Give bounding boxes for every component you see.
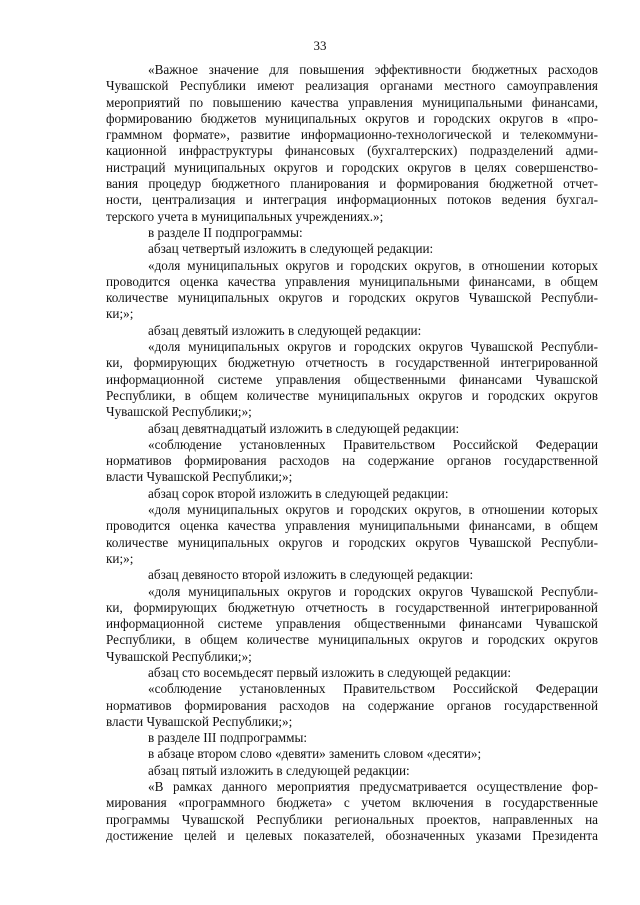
text-line: в абзаце втором слово «девяти» заменить словом «десяти»; <box>148 746 482 762</box>
text-line: абзац сто восемьдесят первый изложить в следующей редакции: <box>148 664 512 680</box>
text-line: мирования «программного бюджета» с учетом включения в государственные <box>106 795 598 811</box>
text-line: абзац четвертый изложить в следующей редакции: <box>148 241 434 257</box>
text-line: абзац девятнадцатый изложить в следующей редакции: <box>148 420 460 436</box>
text-line: ки, формирующих бюджетную отчетность в государственной интегрированной <box>106 355 598 371</box>
text-line: нормативов формирования расходов на содержание органов государственной <box>106 697 598 713</box>
text-line: «соблюдение установленных Правительством Российской Федерации <box>148 681 598 697</box>
text-line: «соблюдение установленных Правительством Российской Федерации <box>148 436 598 452</box>
text-line: «Важное значение для повышения эффективности бюджетных расходов <box>148 62 598 77</box>
text-line: терского учета в муниципальных учреждениях.»; <box>106 208 384 224</box>
text-line: вания процедур бюджетного планирования и формирования бюджетной отчет- <box>106 176 598 192</box>
text-line: «доля муниципальных округов и городских округов, в отношении которых <box>148 257 598 273</box>
text-line: абзац сорок второй изложить в следующей редакции: <box>148 485 449 501</box>
text-line: власти Чувашской Республики;»; <box>106 713 293 729</box>
text-line: мероприятий по повышению качества управления муниципальными финансами, <box>106 94 598 110</box>
text-line: Чувашской Республики;»; <box>106 648 252 664</box>
text-line: формированию бюджетов муниципальных округов и городских округов в «про- <box>106 110 598 126</box>
text-line: ки;»; <box>106 306 134 322</box>
text-line: ки;»; <box>106 550 134 566</box>
text-line: в разделе II подпрограммы: <box>148 224 303 240</box>
text-line: «доля муниципальных округов и городских округов Чувашской Республи- <box>148 339 598 355</box>
text-line: «доля муниципальных округов и городских округов, в отношении которых <box>148 502 598 518</box>
text-line: программы Чувашской Республики региональных проектов, направленных на <box>106 811 598 827</box>
text-line: ки, формирующих бюджетную отчетность в государственной интегрированной <box>106 599 598 615</box>
text-line: количестве муниципальных округов и городских округов Чувашской Республи- <box>106 290 598 306</box>
text-line: проводится оценка качества управления муниципальными финансами, в общем <box>106 273 598 289</box>
text-line: Чувашской Республики имеют реализация органами местного самоуправления <box>106 78 598 94</box>
text-line: нормативов формирования расходов на содержание органов государственной <box>106 453 598 469</box>
text-line: «доля муниципальных округов и городских округов Чувашской Республи- <box>148 583 598 599</box>
text-line: ности, централизация и интеграция информационных потоков ведения бухгал- <box>106 192 598 208</box>
text-line: Республики, в общем количестве муниципальных округов и городских округов <box>106 632 598 648</box>
text-line: количестве муниципальных округов и городских округов Чувашской Республи- <box>106 534 598 550</box>
text-line: Чувашской Республики;»; <box>106 404 252 420</box>
text-line: граммном формате», развитие информационно-технологической и телекоммуни- <box>106 127 598 143</box>
document-body <box>106 62 598 844</box>
text-line: Республики, в общем количестве муниципальных округов и городских округов <box>106 387 598 403</box>
text-line: абзац девятый изложить в следующей редакции: <box>148 322 422 338</box>
text-line: абзац девяносто второй изложить в следующей редакции: <box>148 567 474 583</box>
text-line: кационной инфраструктуры финансовых (бухгалтерских) подразделений адми- <box>106 143 598 159</box>
text-line: проводится оценка качества управления муниципальными финансами, в общем <box>106 518 598 534</box>
text-line: «В рамках данного мероприятия предусматривается осуществление фор- <box>148 779 598 795</box>
text-line: власти Чувашской Республики;»; <box>106 469 293 485</box>
text-line: в разделе III подпрограммы: <box>148 730 308 746</box>
text-line: информационной системе управления общественными финансами Чувашской <box>106 371 598 387</box>
text-line: абзац пятый изложить в следующей редакции: <box>148 762 410 778</box>
text-line: нистраций муниципальных округов и городских округов в целях совершенство- <box>106 159 598 175</box>
page-number: 33 <box>313 38 327 53</box>
text-line: достижение целей и целевых показателей, обозначенных указами Президента <box>106 827 598 843</box>
text-line: информационной системе управления общественными финансами Чувашской <box>106 616 598 632</box>
